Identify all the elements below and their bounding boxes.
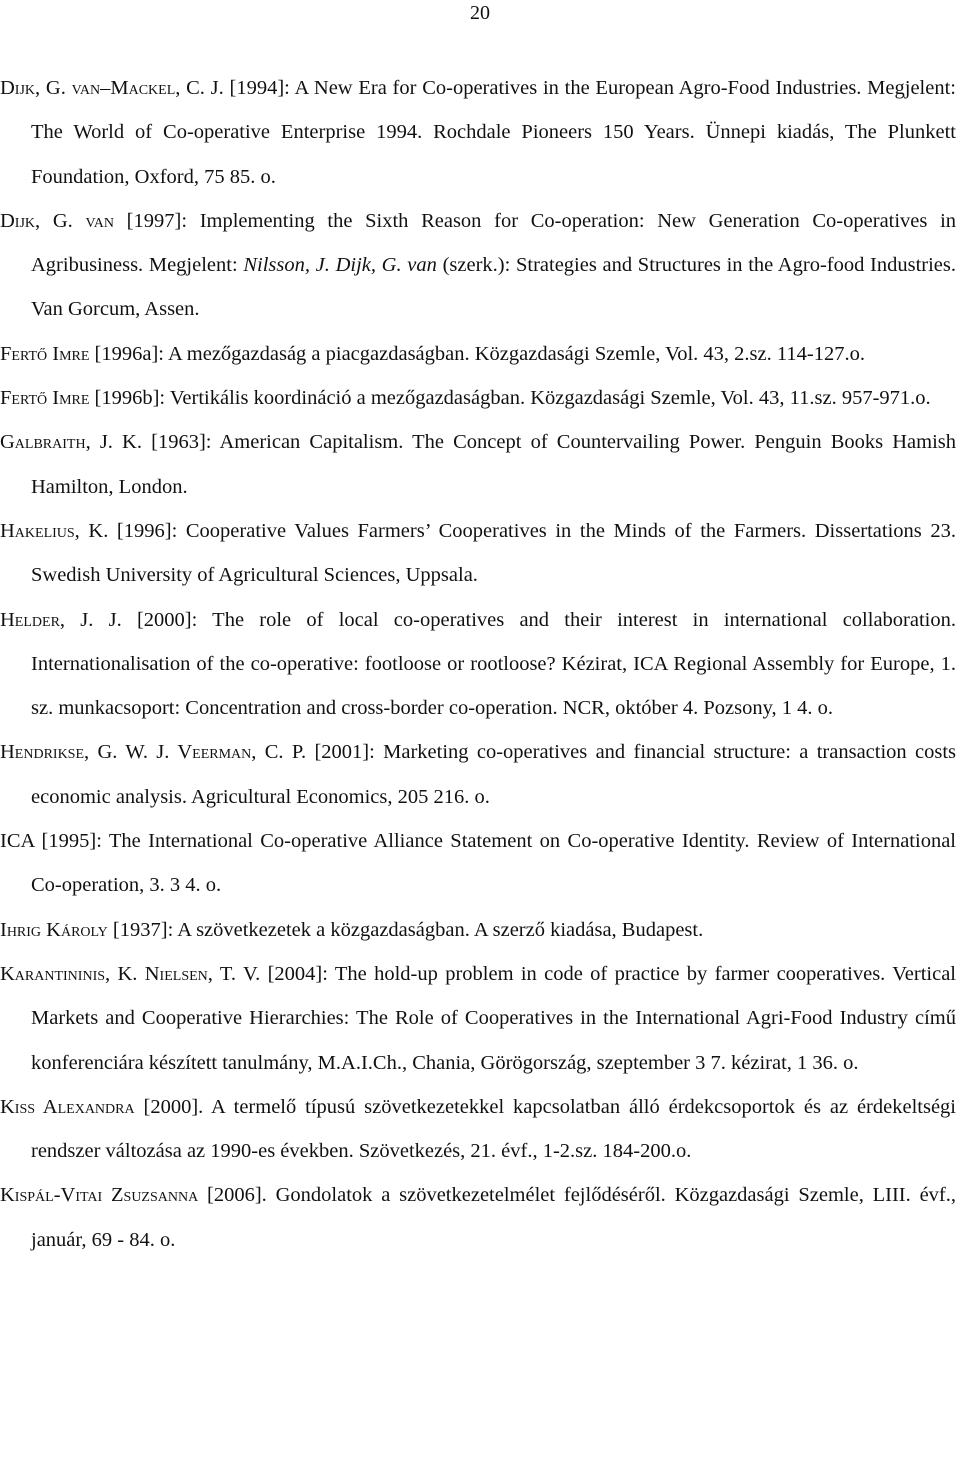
reference-entry bbox=[0, 199, 956, 332]
reference-author: Fertő Imre bbox=[0, 342, 90, 365]
reference-text: [2000]: The role of local co-operatives and their interest in international collaboration. Internationalisation of the co-operative: footloose or rootloose? Kézirat, ICA Regional Assembly for Europe, 1. sz. munkacsoport: Concentration and cross-border co-operation. NCR, október 4. Pozsony, 1 4. o. bbox=[31, 608, 956, 720]
reference-entry bbox=[0, 598, 956, 731]
reference-list bbox=[0, 66, 956, 1262]
reference-author: Hakelius, K. bbox=[0, 519, 109, 542]
reference-author: Galbraith, J. K. bbox=[0, 431, 142, 454]
reference-text: [2001]: Marketing co-operatives and financial structure: a transaction costs economic analysis. Agricultural Economics, 205 216. o. bbox=[31, 741, 956, 808]
reference-text: [1997]: Implementing the Sixth Reason for Co-operation: New Generation Co-operatives in Agribusiness. Megjelent: bbox=[31, 209, 957, 277]
reference-author: Kispál-Vitai Zsuzsanna bbox=[0, 1184, 199, 1207]
reference-text: [1963]: American Capitalism. The Concept of Countervailing Power. Penguin Books Hamish Hamilton, London. bbox=[31, 431, 957, 498]
reference-text: [1994]: A New Era for Co-operatives in the European Agro-Food Industries. Megjelent: The World of Co-operative Enterprise 1994. Rochdale Pioneers 150 Years. Ünnepi kiadás, The Plunkett Foundation, Oxford, 75 85. o. bbox=[31, 77, 956, 188]
reference-author: Dijk, G. van bbox=[0, 209, 114, 232]
reference-text: [2006]. Gondolatok a szövetkezetelmélet fejlődéséről. Közgazdasági Szemle, LIII. évf., január, 69 - 84. o. bbox=[31, 1184, 956, 1251]
reference-text: (szerk.): Strategies and Structures in the Agro-food Industries. Van Gorcum, Assen. bbox=[31, 254, 956, 321]
reference-author: Karantininis, K. Nielsen, T. V. bbox=[0, 962, 261, 985]
reference-author: Hendrikse, G. W. J. Veerman, C. P. bbox=[0, 741, 307, 764]
reference-entry bbox=[0, 1085, 956, 1174]
reference-entry bbox=[0, 908, 956, 952]
reference-text: [1996b]: Vertikális koordináció a mezőgazdaságban. Közgazdasági Szemle, Vol. 43, 11.sz. 957-971.o. bbox=[89, 387, 931, 410]
reference-entry bbox=[0, 420, 956, 509]
reference-author: Dijk, G. van–Mackel, C. J. bbox=[0, 77, 224, 99]
reference-author: Helder, J. J. bbox=[0, 608, 122, 631]
reference-text: [1937]: A szövetkezetek a közgazdaságban. A szerző kiadása, Budapest. bbox=[107, 918, 704, 941]
page-number: 20 bbox=[470, 2, 490, 24]
reference-entry bbox=[0, 509, 956, 598]
reference-editors: Nilsson, J. Dijk, G. van bbox=[243, 254, 437, 277]
reference-entry bbox=[0, 952, 956, 1085]
reference-text: [1996a]: A mezőgazdaság a piacgazdaságban. Közgazdasági Szemle, Vol. 43, 2.sz. 114-127.o. bbox=[89, 342, 865, 365]
reference-entry bbox=[0, 1173, 956, 1262]
reference-entry bbox=[0, 819, 956, 908]
reference-text: [2000]. A termelő típusú szövetkezetekkel kapcsolatban álló érdekcsoportok és az érdekeltségi rendszer változása az 1990-es években. Szövetkezés, 21. évf., 1-2.sz. 184-200.o. bbox=[31, 1095, 956, 1163]
reference-entry bbox=[0, 66, 956, 199]
reference-text: [1996]: Cooperative Values Farmers’ Cooperatives in the Minds of the Farmers. Dissertations 23. Swedish University of Agricultural Sciences, Uppsala. bbox=[31, 519, 956, 587]
reference-author: Fertő Imre bbox=[0, 387, 90, 410]
reference-author: Ihrig Károly bbox=[0, 918, 108, 941]
reference-entry bbox=[0, 376, 956, 420]
reference-entry bbox=[0, 332, 956, 376]
reference-author: Kiss Alexandra bbox=[0, 1095, 135, 1118]
reference-text: ICA [1995]: The International Co-operative Alliance Statement on Co-operative Identity. Review of International Co-operation, 3. 3 4. o. bbox=[0, 830, 956, 897]
reference-text: [2004]: The hold-up problem in code of practice by farmer cooperatives. Vertical Markets and Cooperative Hierarchies: The Role of Cooperatives in the International Agri-Food Industry című konferenciára készített tanulmány, M.A.I.Ch., Chania, Görögország, szeptember 3 7. kézirat, 1 36. o. bbox=[31, 962, 956, 1074]
reference-entry bbox=[0, 730, 956, 819]
